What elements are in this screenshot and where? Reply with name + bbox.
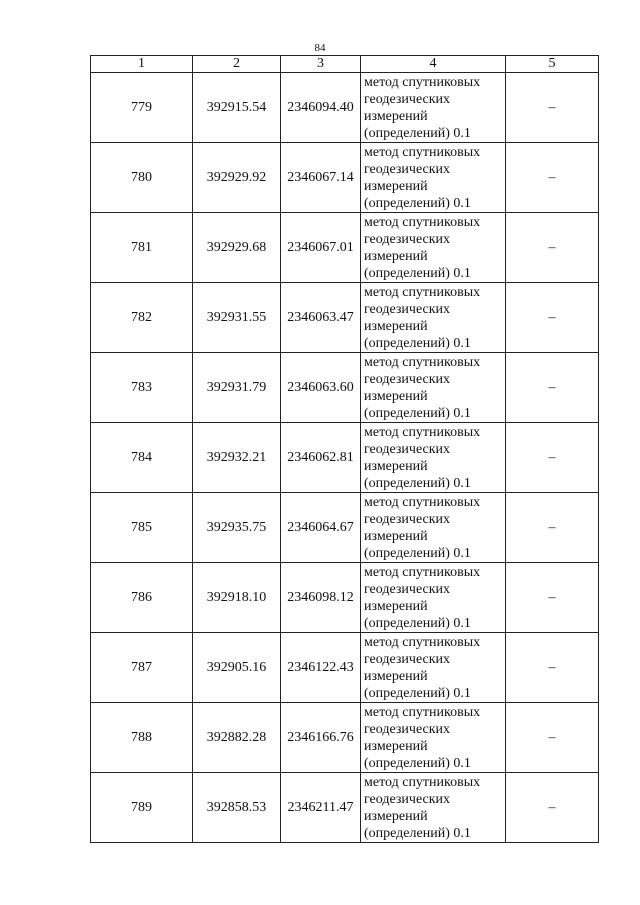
method-line: измерений: [364, 528, 428, 544]
error-cell: –: [506, 633, 599, 703]
column-header-1: 1: [91, 56, 193, 73]
method-line: геодезических: [364, 791, 451, 807]
method-line: метод спутниковых: [364, 704, 481, 720]
x-coordinate-cell: 392932.21: [193, 423, 281, 493]
column-header-5: 5: [506, 56, 599, 73]
point-number-cell: 783: [91, 353, 193, 423]
method-line: метод спутниковых: [364, 634, 481, 650]
method-cell: [361, 283, 506, 353]
point-number-cell: 786: [91, 563, 193, 633]
method-line: измерений: [364, 458, 428, 474]
method-line: измерений: [364, 668, 428, 684]
y-coordinate-cell: 2346064.67: [281, 493, 361, 563]
table-row: [91, 143, 599, 213]
method-line: измерений: [364, 808, 428, 824]
x-coordinate-cell: 392858.53: [193, 773, 281, 843]
method-line: измерений: [364, 738, 428, 754]
table-row: [91, 563, 599, 633]
x-coordinate-cell: 392905.16: [193, 633, 281, 703]
method-cell: [361, 73, 506, 143]
method-line: геодезических: [364, 161, 451, 177]
point-number-cell: 784: [91, 423, 193, 493]
method-line: геодезических: [364, 511, 451, 527]
y-coordinate-cell: 2346067.01: [281, 213, 361, 283]
table-row: [91, 213, 599, 283]
y-coordinate-cell: 2346094.40: [281, 73, 361, 143]
y-coordinate-cell: 2346166.76: [281, 703, 361, 773]
method-line: измерений: [364, 178, 428, 194]
method-line: (определений) 0.1: [364, 755, 471, 771]
method-line: геодезических: [364, 231, 451, 247]
point-number-cell: 788: [91, 703, 193, 773]
table-row: [91, 773, 599, 843]
column-header-4: 4: [361, 56, 506, 73]
method-line: геодезических: [364, 371, 451, 387]
method-line: геодезических: [364, 721, 451, 737]
point-number-cell: 787: [91, 633, 193, 703]
method-line: (определений) 0.1: [364, 825, 471, 841]
point-number-cell: 782: [91, 283, 193, 353]
y-coordinate-cell: 2346211.47: [281, 773, 361, 843]
x-coordinate-cell: 392918.10: [193, 563, 281, 633]
method-cell: [361, 703, 506, 773]
error-cell: –: [506, 493, 599, 563]
method-line: геодезических: [364, 441, 451, 457]
method-line: (определений) 0.1: [364, 335, 471, 351]
method-line: метод спутниковых: [364, 424, 481, 440]
y-coordinate-cell: 2346067.14: [281, 143, 361, 213]
method-cell: [361, 423, 506, 493]
table-row: [91, 423, 599, 493]
table-header-row: [91, 56, 599, 73]
method-cell: [361, 213, 506, 283]
point-number-cell: 789: [91, 773, 193, 843]
method-line: (определений) 0.1: [364, 125, 471, 141]
error-cell: –: [506, 283, 599, 353]
method-cell: [361, 633, 506, 703]
method-cell: [361, 563, 506, 633]
method-line: метод спутниковых: [364, 284, 481, 300]
error-cell: –: [506, 423, 599, 493]
method-line: (определений) 0.1: [364, 475, 471, 491]
point-number-cell: 781: [91, 213, 193, 283]
point-number-cell: 785: [91, 493, 193, 563]
y-coordinate-cell: 2346098.12: [281, 563, 361, 633]
error-cell: –: [506, 73, 599, 143]
method-line: измерений: [364, 108, 428, 124]
method-line: измерений: [364, 598, 428, 614]
error-cell: –: [506, 703, 599, 773]
method-line: измерений: [364, 248, 428, 264]
table-row: [91, 493, 599, 563]
table-row: [91, 283, 599, 353]
table-row: [91, 73, 599, 143]
method-line: (определений) 0.1: [364, 615, 471, 631]
method-line: измерений: [364, 318, 428, 334]
y-coordinate-cell: 2346063.60: [281, 353, 361, 423]
point-number-cell: 779: [91, 73, 193, 143]
column-header-2: 2: [193, 56, 281, 73]
error-cell: –: [506, 213, 599, 283]
x-coordinate-cell: 392915.54: [193, 73, 281, 143]
error-cell: –: [506, 773, 599, 843]
method-cell: [361, 773, 506, 843]
method-line: (определений) 0.1: [364, 195, 471, 211]
x-coordinate-cell: 392929.92: [193, 143, 281, 213]
column-header-3: 3: [281, 56, 361, 73]
page-number: 84: [314, 42, 326, 54]
method-line: геодезических: [364, 581, 451, 597]
method-line: геодезических: [364, 301, 451, 317]
table-row: [91, 353, 599, 423]
x-coordinate-cell: 392931.55: [193, 283, 281, 353]
method-line: геодезических: [364, 651, 451, 667]
method-line: геодезических: [364, 91, 451, 107]
y-coordinate-cell: 2346122.43: [281, 633, 361, 703]
method-line: (определений) 0.1: [364, 265, 471, 281]
point-number-cell: 780: [91, 143, 193, 213]
error-cell: –: [506, 143, 599, 213]
method-cell: [361, 353, 506, 423]
method-cell: [361, 493, 506, 563]
method-line: метод спутниковых: [364, 354, 481, 370]
error-cell: –: [506, 563, 599, 633]
table-row: [91, 633, 599, 703]
method-cell: [361, 143, 506, 213]
error-cell: –: [506, 353, 599, 423]
method-line: метод спутниковых: [364, 214, 481, 230]
method-line: (определений) 0.1: [364, 685, 471, 701]
x-coordinate-cell: 392935.75: [193, 493, 281, 563]
x-coordinate-cell: 392882.28: [193, 703, 281, 773]
table-row: [91, 703, 599, 773]
y-coordinate-cell: 2346062.81: [281, 423, 361, 493]
method-line: измерений: [364, 388, 428, 404]
coordinates-table: [90, 55, 599, 843]
method-line: метод спутниковых: [364, 144, 481, 160]
x-coordinate-cell: 392931.79: [193, 353, 281, 423]
method-line: метод спутниковых: [364, 494, 481, 510]
y-coordinate-cell: 2346063.47: [281, 283, 361, 353]
method-line: (определений) 0.1: [364, 545, 471, 561]
method-line: (определений) 0.1: [364, 405, 471, 421]
method-line: метод спутниковых: [364, 564, 481, 580]
method-line: метод спутниковых: [364, 74, 481, 90]
x-coordinate-cell: 392929.68: [193, 213, 281, 283]
method-line: метод спутниковых: [364, 774, 481, 790]
